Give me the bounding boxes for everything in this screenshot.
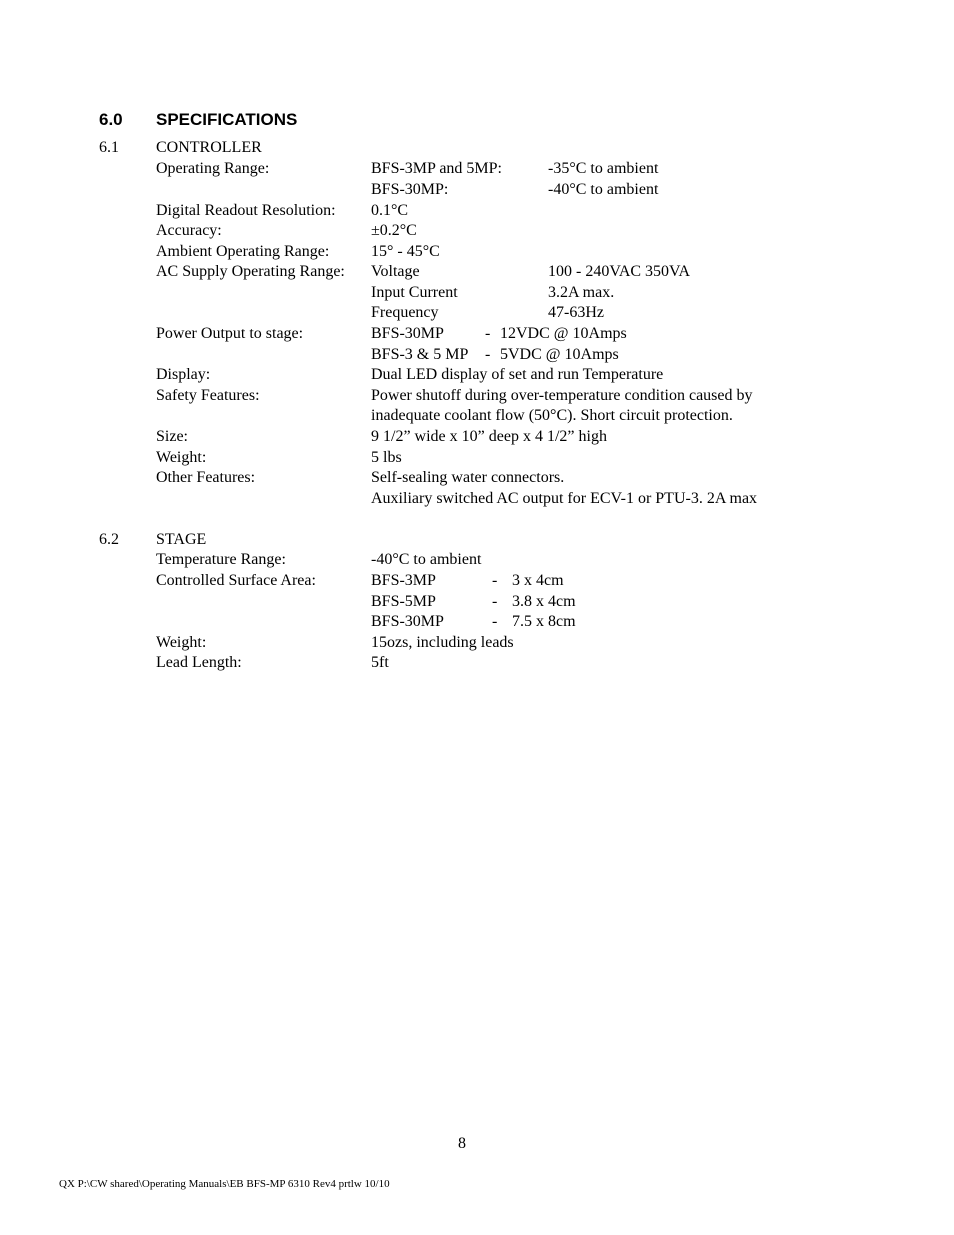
safety-line-2: inadequate coolant flow (50°C). Short circuit protection. <box>371 407 733 424</box>
section-title: SPECIFICATIONS <box>156 110 298 129</box>
resolution-value: 0.1°C <box>371 202 409 219</box>
ac-supply-label: AC Supply Operating Range: <box>156 263 345 280</box>
power-output-dash: - <box>485 346 491 363</box>
page-number: 8 <box>458 1135 466 1152</box>
power-output-value: 12VDC @ 10Amps <box>500 325 627 342</box>
size-value: 9 1/2” wide x 10” deep x 4 1/2” high <box>371 428 607 445</box>
ac-supply-name: Voltage <box>371 263 420 280</box>
surface-area-dash: - <box>492 613 498 630</box>
section-number: 6.0 <box>99 110 123 129</box>
power-output-label: Power Output to stage: <box>156 325 304 342</box>
operating-range-value: -40°C to ambient <box>548 181 659 198</box>
operating-range-value: -35°C to ambient <box>548 160 659 177</box>
footer-path: QX P:\CW shared\Operating Manuals\EB BFS-MP 6310 Rev4 prtlw 10/10 <box>59 1178 390 1190</box>
temperature-range-value: -40°C to ambient <box>371 551 482 568</box>
controller-weight-value: 5 lbs <box>371 449 402 466</box>
display-label: Display: <box>156 366 211 383</box>
subsection-number-stage: 6.2 <box>99 531 119 548</box>
resolution-label: Digital Readout Resolution: <box>156 202 336 219</box>
other-features-line-1: Self-sealing water connectors. <box>371 469 565 486</box>
ac-supply-name: Input Current <box>371 284 458 301</box>
operating-range-model: BFS-3MP and 5MP: <box>371 160 502 177</box>
power-output-model: BFS-3 & 5 MP <box>371 346 469 363</box>
surface-area-dash: - <box>492 572 498 589</box>
subsection-title-controller: CONTROLLER <box>156 139 262 156</box>
power-output-dash: - <box>485 325 491 342</box>
surface-area-model: BFS-5MP <box>371 593 436 610</box>
subsection-number-controller: 6.1 <box>99 139 119 156</box>
surface-area-value: 3 x 4cm <box>512 572 564 589</box>
surface-area-value: 7.5 x 8cm <box>512 613 576 630</box>
ac-supply-value: 100 - 240VAC 350VA <box>548 263 691 280</box>
power-output-model: BFS-30MP <box>371 325 444 342</box>
display-value: Dual LED display of set and run Temperature <box>371 366 664 383</box>
accuracy-label: Accuracy: <box>156 222 222 239</box>
subsection-title-stage: STAGE <box>156 531 207 548</box>
surface-area-value: 3.8 x 4cm <box>512 593 576 610</box>
surface-area-label: Controlled Surface Area: <box>156 572 316 589</box>
surface-area-dash: - <box>492 593 498 610</box>
operating-range-model: BFS-30MP: <box>371 181 449 198</box>
lead-length-label: Lead Length: <box>156 654 242 671</box>
temperature-range-label: Temperature Range: <box>156 551 286 568</box>
safety-line-1: Power shutoff during over-temperature condition caused by <box>371 387 753 404</box>
other-features-label: Other Features: <box>156 469 256 486</box>
surface-area-model: BFS-30MP <box>371 613 444 630</box>
surface-area-model: BFS-3MP <box>371 572 436 589</box>
safety-label: Safety Features: <box>156 387 260 404</box>
ambient-value: 15° - 45°C <box>371 243 440 260</box>
stage-weight-label: Weight: <box>156 634 207 651</box>
accuracy-value: ±0.2°C <box>371 222 417 239</box>
stage-weight-value: 15ozs, including leads <box>371 634 514 651</box>
other-features-line-2: Auxiliary switched AC output for ECV-1 or PTU-3. 2A max <box>371 490 758 507</box>
size-label: Size: <box>156 428 188 445</box>
power-output-value: 5VDC @ 10Amps <box>500 346 619 363</box>
ac-supply-value: 47-63Hz <box>548 304 604 321</box>
ac-supply-value: 3.2A max. <box>548 284 615 301</box>
lead-length-value: 5ft <box>371 654 389 671</box>
operating-range-label: Operating Range: <box>156 160 270 177</box>
ac-supply-name: Frequency <box>371 304 439 321</box>
controller-weight-label: Weight: <box>156 449 207 466</box>
ambient-label: Ambient Operating Range: <box>156 243 330 260</box>
